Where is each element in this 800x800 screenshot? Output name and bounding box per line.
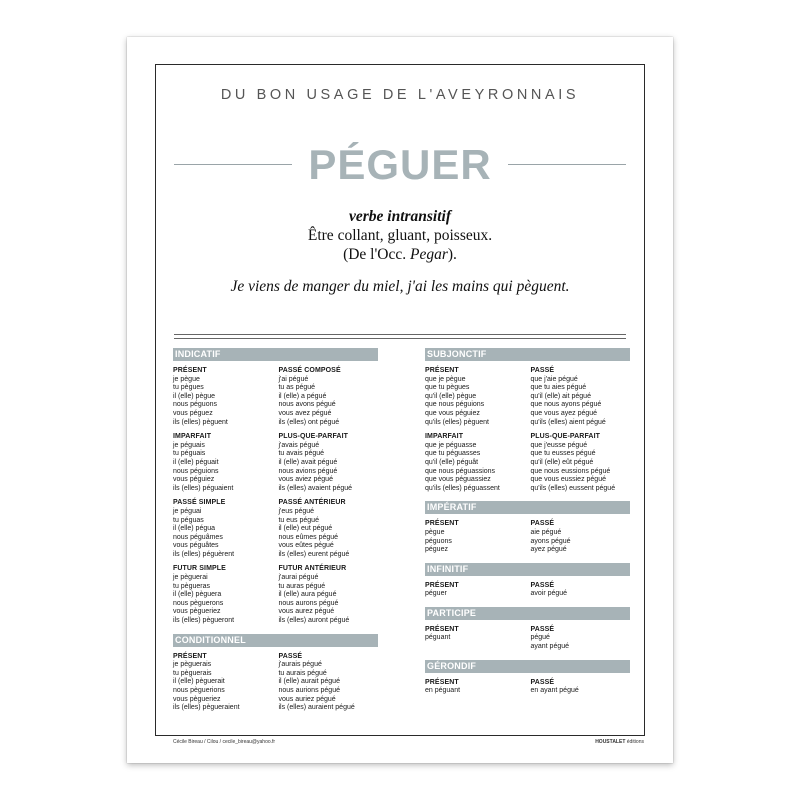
mood-section bbox=[425, 607, 630, 652]
verb-form: vous péguiez bbox=[173, 476, 215, 484]
verb-form: qu'il (elle) ait pégué bbox=[530, 392, 591, 400]
verb-form: ils (elles) pègueraient bbox=[173, 704, 240, 712]
tense-row bbox=[425, 576, 630, 599]
mood-header: INFINITIF bbox=[425, 563, 630, 576]
example-sentence: Je viens de manger du miel, j'ai les mains qui pèguent. bbox=[230, 278, 570, 295]
tense-row bbox=[173, 493, 378, 559]
mood-header: SUBJONCTIF bbox=[425, 348, 630, 361]
mood-header: CONDITIONNEL bbox=[173, 634, 378, 647]
verb-form: péguons bbox=[425, 537, 452, 545]
headword: PÉGUER bbox=[308, 141, 492, 188]
tense-block bbox=[530, 582, 630, 599]
verb-form: vous eûtes pégué bbox=[278, 542, 334, 550]
tense-block bbox=[173, 499, 278, 559]
verb-form: ayez pégué bbox=[530, 546, 567, 554]
mood-section bbox=[173, 634, 378, 713]
verb-form: que je péguasse bbox=[425, 441, 477, 449]
verb-form: pégué bbox=[530, 634, 550, 642]
tense-label: FUTUR ANTÉRIEUR bbox=[278, 565, 347, 573]
tense-label: PRÉSENT bbox=[425, 678, 459, 686]
tense-row bbox=[425, 673, 630, 696]
verb-form: il (elle) péguait bbox=[173, 458, 219, 466]
mood-section bbox=[425, 348, 630, 493]
verb-form: ayant pégué bbox=[530, 643, 570, 651]
tense-block bbox=[530, 520, 630, 554]
tense-block bbox=[530, 679, 630, 696]
verb-form: que tu aies pégué bbox=[530, 384, 587, 392]
verb-form: vous péguez bbox=[173, 409, 213, 417]
part-of-speech: verbe intransitif bbox=[348, 208, 452, 225]
verb-form: tu aurais pégué bbox=[278, 669, 327, 677]
tense-block bbox=[278, 565, 378, 625]
tense-block bbox=[425, 626, 530, 652]
verb-form: en ayant pégué bbox=[530, 687, 579, 695]
tense-block bbox=[425, 433, 530, 493]
tense-block bbox=[278, 367, 378, 427]
verb-form: que nous péguassions bbox=[425, 467, 496, 475]
tense-label: PASSÉ SIMPLE bbox=[173, 499, 226, 507]
tense-block bbox=[278, 433, 378, 493]
tense-label: PRÉSENT bbox=[173, 652, 207, 660]
tense-row bbox=[425, 514, 630, 554]
series-title: DU BON USAGE DE L'AVEYRONNAIS bbox=[220, 87, 580, 103]
verb-form: j'eus pégué bbox=[278, 507, 315, 515]
verb-form: il (elle) eut pégué bbox=[278, 525, 333, 533]
verb-form: ils (elles) pèguent bbox=[173, 418, 228, 426]
verb-form: j'aurais pégué bbox=[278, 661, 322, 669]
verb-form: tu pègueras bbox=[173, 582, 210, 590]
mood-header: PARTICIPE bbox=[425, 607, 630, 620]
tense-label: PRÉSENT bbox=[425, 520, 459, 528]
tense-label: PASSÉ bbox=[530, 678, 555, 686]
verb-form: vous péguâtes bbox=[173, 542, 219, 550]
verb-form: que vous péguiez bbox=[425, 409, 480, 417]
mood-section bbox=[173, 348, 378, 626]
verb-form: pègue bbox=[425, 528, 445, 536]
verb-form: en péguant bbox=[425, 687, 461, 695]
verb-form: j'aurai pégué bbox=[278, 574, 319, 582]
publisher-brand: HOUSTALET bbox=[595, 739, 626, 745]
verb-form: nous péguâmes bbox=[173, 533, 223, 541]
verb-form: vous aviez pégué bbox=[278, 476, 333, 484]
etymology bbox=[156, 245, 644, 264]
mood-header: IMPÉRATIF bbox=[425, 501, 630, 514]
tense-label: PASSÉ bbox=[530, 520, 555, 528]
poster-sheet bbox=[127, 37, 673, 763]
verb-form: il (elle) pègue bbox=[173, 392, 216, 400]
tense-label: PLUS-QUE-PARFAIT bbox=[530, 433, 601, 441]
mood-section bbox=[425, 563, 630, 599]
verb-form: nous pèguerons bbox=[173, 599, 224, 607]
verb-form: péguer bbox=[425, 590, 447, 598]
tense-block bbox=[530, 367, 630, 427]
verb-form: qu'il (elle) eût pégué bbox=[530, 458, 594, 466]
tense-block bbox=[425, 367, 530, 427]
tense-label: PASSÉ bbox=[530, 625, 555, 633]
etymology-word: Pegar bbox=[409, 246, 448, 263]
verb-form: nous pèguerions bbox=[173, 687, 225, 694]
verb-form: vous pègueriez bbox=[173, 608, 221, 616]
credits: Cécile Bireau / Cilou / cecile_bireau@yahoo.fr bbox=[173, 739, 276, 745]
verb-form: vous aurez pégué bbox=[278, 608, 335, 616]
tense-label: PLUS-QUE-PARFAIT bbox=[278, 433, 349, 441]
verb-form: il (elle) a pégué bbox=[278, 392, 327, 400]
verb-form: je pèguerai bbox=[173, 574, 208, 582]
verb-form: qu'ils (elles) pèguent bbox=[425, 418, 489, 426]
tense-block bbox=[530, 433, 630, 493]
verb-form: ils (elles) auront pégué bbox=[278, 617, 350, 625]
verb-form: tu eus pégué bbox=[278, 516, 319, 524]
meaning: Être collant, gluant, poisseux. bbox=[307, 227, 493, 244]
verb-form: péguant bbox=[425, 634, 451, 642]
verb-form: ils (elles) avaient pégué bbox=[278, 484, 353, 492]
etymology-prefix: (De l'Occ. bbox=[343, 246, 410, 263]
tense-label: PRÉSENT bbox=[173, 367, 207, 374]
verb-form: que j'aie pégué bbox=[530, 375, 578, 383]
verb-form: que vous péguassiez bbox=[425, 476, 491, 484]
tense-row bbox=[173, 647, 378, 713]
tense-block bbox=[278, 653, 378, 713]
conjugation-column-right bbox=[425, 348, 630, 704]
verb-form: tu péguais bbox=[173, 450, 206, 458]
verb-form: ils (elles) eurent pégué bbox=[278, 550, 350, 558]
verb-form: qu'ils (elles) eussent pégué bbox=[530, 484, 616, 492]
verb-form: tu auras pégué bbox=[278, 582, 326, 590]
verb-form: tu as pégué bbox=[278, 384, 316, 392]
verb-form: vous auriez pégué bbox=[278, 695, 336, 703]
tense-label: PRÉSENT bbox=[425, 625, 459, 633]
verb-form: il (elle) avait pégué bbox=[278, 458, 338, 466]
tense-label: PRÉSENT bbox=[425, 367, 459, 374]
verb-form: nous péguons bbox=[173, 401, 217, 409]
tense-row bbox=[173, 361, 378, 427]
verb-form: tu péguas bbox=[173, 516, 204, 524]
tense-block bbox=[173, 367, 278, 427]
verb-form: nous aurions pégué bbox=[278, 687, 340, 694]
verb-form: avoir pégué bbox=[530, 590, 568, 598]
verb-form: que vous ayez pégué bbox=[530, 409, 598, 417]
publisher bbox=[595, 739, 644, 745]
tense-row bbox=[173, 427, 378, 493]
verb-form: tu pèguerais bbox=[173, 669, 212, 677]
tense-block bbox=[530, 626, 630, 652]
verb-form: que tu eusses pégué bbox=[530, 450, 596, 458]
tense-label: IMPARFAIT bbox=[173, 433, 212, 441]
verb-form: tu pègues bbox=[173, 384, 204, 392]
tense-block bbox=[173, 565, 278, 625]
tense-block bbox=[425, 582, 530, 599]
verb-form: aie pégué bbox=[530, 528, 562, 536]
mood-header: INDICATIF bbox=[173, 348, 378, 361]
verb-form: je péguai bbox=[173, 507, 202, 515]
verb-form: que nous ayons pégué bbox=[530, 401, 602, 409]
verb-form: ils (elles) pègueront bbox=[173, 617, 235, 625]
verb-form: qu'ils (elles) péguassent bbox=[425, 484, 500, 492]
verb-form: j'ai pégué bbox=[278, 375, 309, 383]
verb-form: nous avons pégué bbox=[278, 401, 336, 409]
verb-form: ils (elles) péguaient bbox=[173, 484, 234, 492]
verb-form: que nous péguions bbox=[425, 401, 485, 409]
mood-section bbox=[425, 501, 630, 554]
tense-block bbox=[425, 520, 530, 554]
verb-form: que j'eusse pégué bbox=[530, 441, 588, 449]
verb-form: j'avais pégué bbox=[278, 441, 320, 449]
tense-block bbox=[278, 499, 378, 559]
etymology-suffix: ). bbox=[447, 246, 457, 263]
verb-form: ils (elles) péguèrent bbox=[173, 550, 235, 558]
verb-form: péguez bbox=[425, 546, 448, 554]
tense-label: PASSÉ COMPOSÉ bbox=[278, 367, 341, 374]
verb-form: qu'il (elle) pègue bbox=[425, 392, 477, 400]
definition bbox=[156, 207, 644, 264]
verb-form: nous péguions bbox=[173, 467, 219, 475]
verb-form: il (elle) pégua bbox=[173, 525, 216, 533]
conjugation-column-left bbox=[173, 348, 378, 721]
verb-form: que tu pègues bbox=[425, 384, 470, 392]
mood-header: GÉRONDIF bbox=[425, 660, 630, 673]
verb-form: ils (elles) ont pégué bbox=[278, 418, 340, 426]
tense-label: PASSÉ bbox=[530, 581, 555, 589]
verb-form: ayons pégué bbox=[530, 537, 571, 545]
verb-form: tu avais pégué bbox=[278, 450, 325, 458]
tense-label: PRÉSENT bbox=[425, 581, 459, 589]
tense-block bbox=[425, 679, 530, 696]
verb-form: je péguais bbox=[173, 441, 205, 449]
verb-form: il (elle) aura pégué bbox=[278, 591, 337, 599]
tense-label: IMPARFAIT bbox=[425, 433, 464, 441]
tense-row bbox=[173, 559, 378, 625]
tense-row bbox=[425, 361, 630, 427]
verb-form: je pèguerais bbox=[173, 661, 212, 669]
divider-top bbox=[174, 334, 626, 335]
mood-section bbox=[425, 660, 630, 696]
verb-form: je pègue bbox=[173, 375, 200, 383]
verb-form: qu'il (elle) péguât bbox=[425, 458, 479, 466]
tense-block bbox=[173, 653, 278, 713]
tense-label: PASSÉ bbox=[278, 652, 303, 660]
poster-frame bbox=[155, 64, 645, 745]
verb-form: que tu péguasses bbox=[425, 450, 481, 458]
verb-form: nous eûmes pégué bbox=[278, 533, 339, 541]
tense-row bbox=[425, 620, 630, 652]
verb-form: que je pègue bbox=[425, 375, 466, 383]
verb-form: il (elle) pèguera bbox=[173, 591, 222, 599]
tense-label: PASSÉ bbox=[530, 367, 555, 374]
verb-form: il (elle) aurait pégué bbox=[278, 678, 340, 686]
tense-block bbox=[173, 433, 278, 493]
verb-form: nous aurons pégué bbox=[278, 599, 339, 607]
verb-form: vous avez pégué bbox=[278, 409, 332, 417]
tense-label: FUTUR SIMPLE bbox=[173, 565, 226, 573]
publisher-suffix: éditions bbox=[625, 739, 644, 745]
verb-form: il (elle) pèguerait bbox=[173, 678, 225, 686]
verb-form: que nous eussions pégué bbox=[530, 467, 611, 475]
divider-bottom bbox=[174, 338, 626, 339]
tense-row bbox=[425, 427, 630, 493]
verb-form: qu'ils (elles) aient pégué bbox=[530, 418, 606, 426]
verb-form: nous avions pégué bbox=[278, 467, 338, 475]
verb-form: que vous eussiez pégué bbox=[530, 476, 606, 484]
tense-label: PASSÉ ANTÉRIEUR bbox=[278, 499, 346, 507]
verb-form: vous pègueriez bbox=[173, 695, 221, 703]
verb-form: ils (elles) auraient pégué bbox=[278, 704, 355, 712]
